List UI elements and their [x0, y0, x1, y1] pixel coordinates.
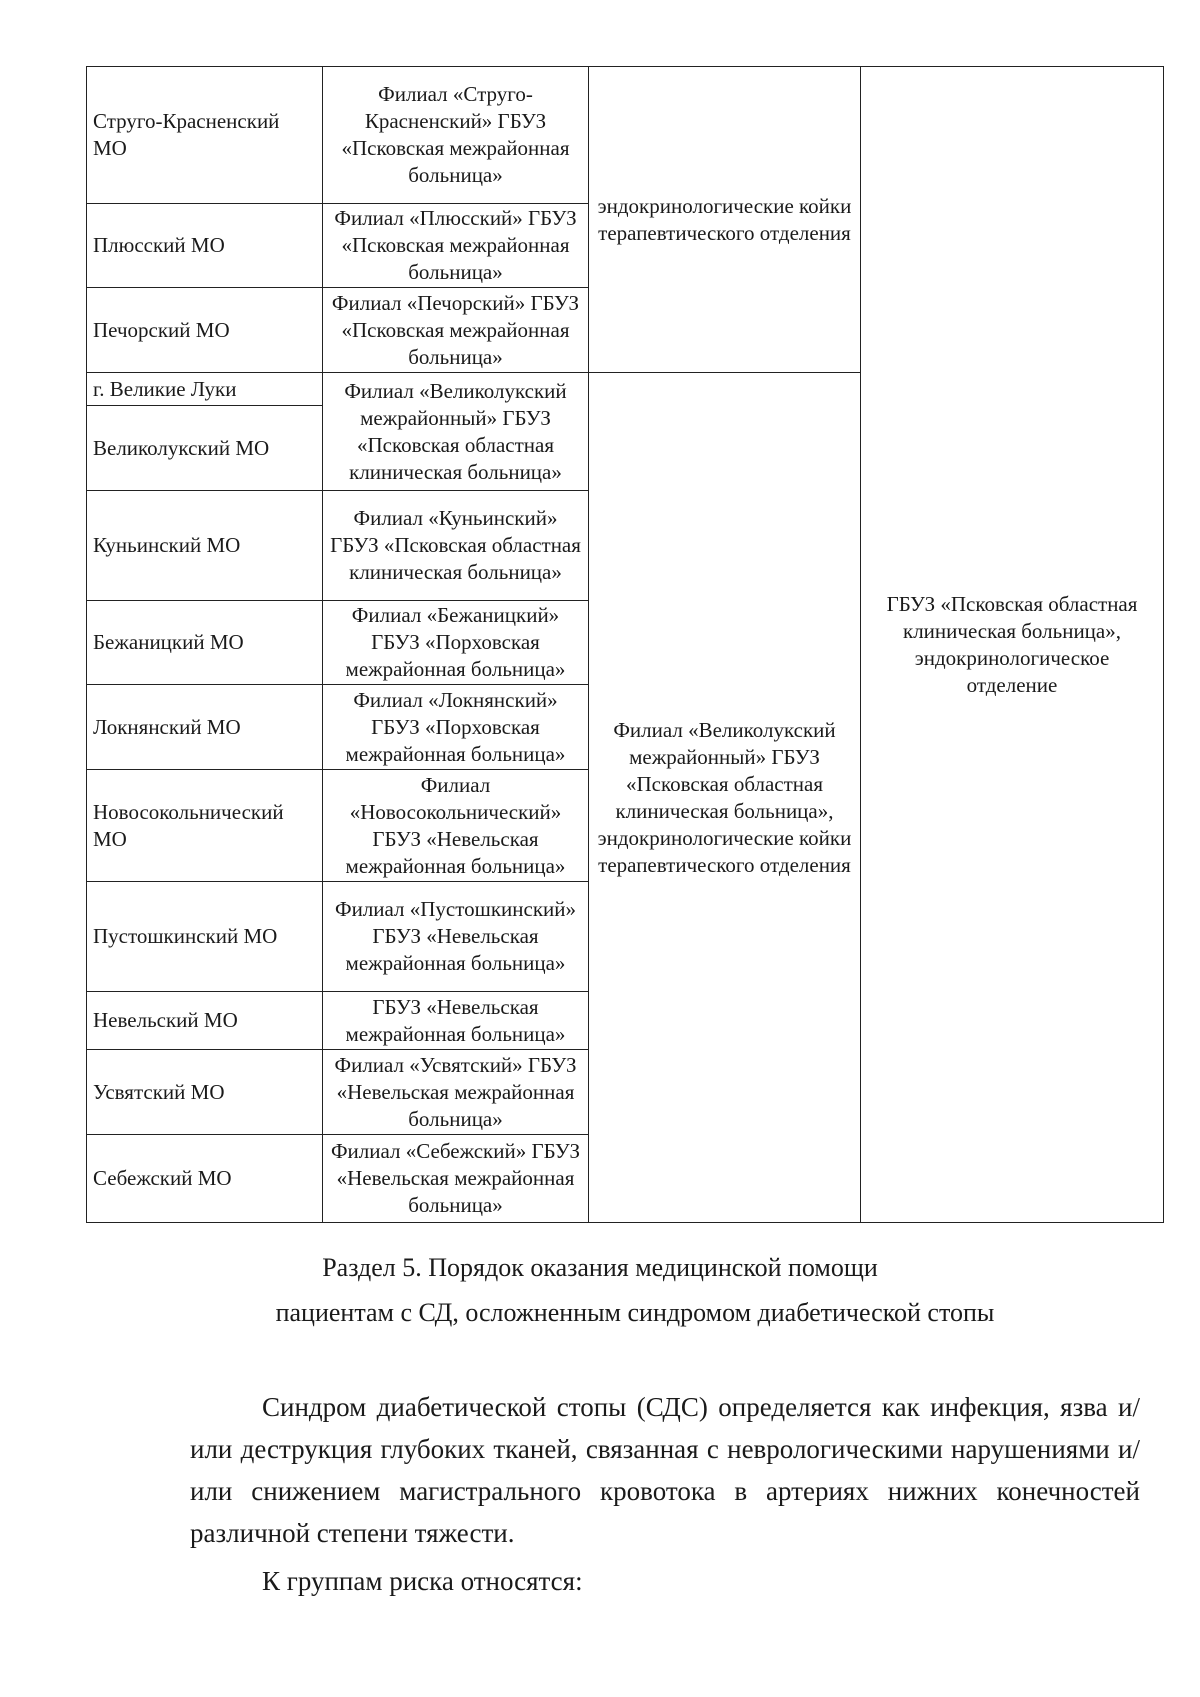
branch-cell: Филиал «Новосокольнический» ГБУЗ «Невельская межрайонная больница» [323, 770, 589, 882]
municipality-cell: Бежаницкий МО [87, 601, 323, 685]
body-paragraph: К группам риска относятся: [262, 1566, 583, 1596]
branch-cell: Филиал «Плюсский» ГБУЗ «Псковская межрайонная больница» [323, 204, 589, 288]
municipality-cell: Себежский МО [87, 1135, 323, 1223]
municipality-cell: Великолукский МО [87, 406, 323, 491]
branch-cell: Филиал «Печорский» ГБУЗ «Псковская межрайонная больница» [323, 288, 589, 373]
municipality-cell: Струго-Красненский МО [87, 67, 323, 204]
municipality-cell: Плюсский МО [87, 204, 323, 288]
branch-cell: Филиал «Великолукский межрайонный» ГБУЗ «Псковская областная клиническая больница» [323, 373, 589, 491]
municipality-cell: Куньинский МО [87, 491, 323, 601]
section-title-line-2: пациентам с СД, осложненным синдромом диабетической стопы [275, 1298, 995, 1327]
branch-cell: Филиал «Струго-Красненский» ГБУЗ «Псковская межрайонная больница» [323, 67, 589, 204]
municipality-cell: Новосокольнический МО [87, 770, 323, 882]
level2-hospital-cell: эндокринологические койки терапевтического отделения [589, 67, 861, 373]
municipality-cell: Локнянский МО [87, 685, 323, 770]
branch-cell: ГБУЗ «Невельская межрайонная больница» [323, 992, 589, 1050]
regions-table [86, 66, 1164, 1223]
section-title-line-1: Раздел 5. Порядок оказания медицинской помощи [322, 1253, 878, 1282]
municipality-cell: Невельский МО [87, 992, 323, 1050]
municipality-cell: г. Великие Луки [87, 373, 323, 406]
branch-cell: Филиал «Пустошкинский» ГБУЗ «Невельская межрайонная больница» [323, 882, 589, 992]
branch-cell: Филиал «Локнянский» ГБУЗ «Порховская межрайонная больница» [323, 685, 589, 770]
level2-hospital-cell: Филиал «Великолукский межрайонный» ГБУЗ «Псковская областная клиническая больница», эндокринологические койки терапевтического отделения [589, 373, 861, 1223]
branch-cell: Филиал «Бежаницкий» ГБУЗ «Порховская межрайонная больница» [323, 601, 589, 685]
municipality-cell: Печорский МО [87, 288, 323, 373]
municipality-cell: Усвятский МО [87, 1050, 323, 1135]
table-row [87, 67, 1164, 204]
branch-cell: Филиал «Куньинский» ГБУЗ «Псковская областная клиническая больница» [323, 491, 589, 601]
municipality-cell: Пустошкинский МО [87, 882, 323, 992]
body-paragraph: Синдром диабетической стопы (СДС) определяется как инфекция, язва и/или деструкция глубоких тканей, связанная с неврологическими нарушениями и/или снижением магистрального кровотока в артериях нижних конечностей различной степени тяжести. [190, 1392, 1140, 1548]
branch-cell: Филиал «Усвятский» ГБУЗ «Невельская межрайонная больница» [323, 1050, 589, 1135]
branch-cell: Филиал «Себежский» ГБУЗ «Невельская межрайонная больница» [323, 1135, 589, 1223]
level3-hospital-cell: ГБУЗ «Псковская областная клиническая больница», эндокринологическое отделение [861, 67, 1164, 1223]
